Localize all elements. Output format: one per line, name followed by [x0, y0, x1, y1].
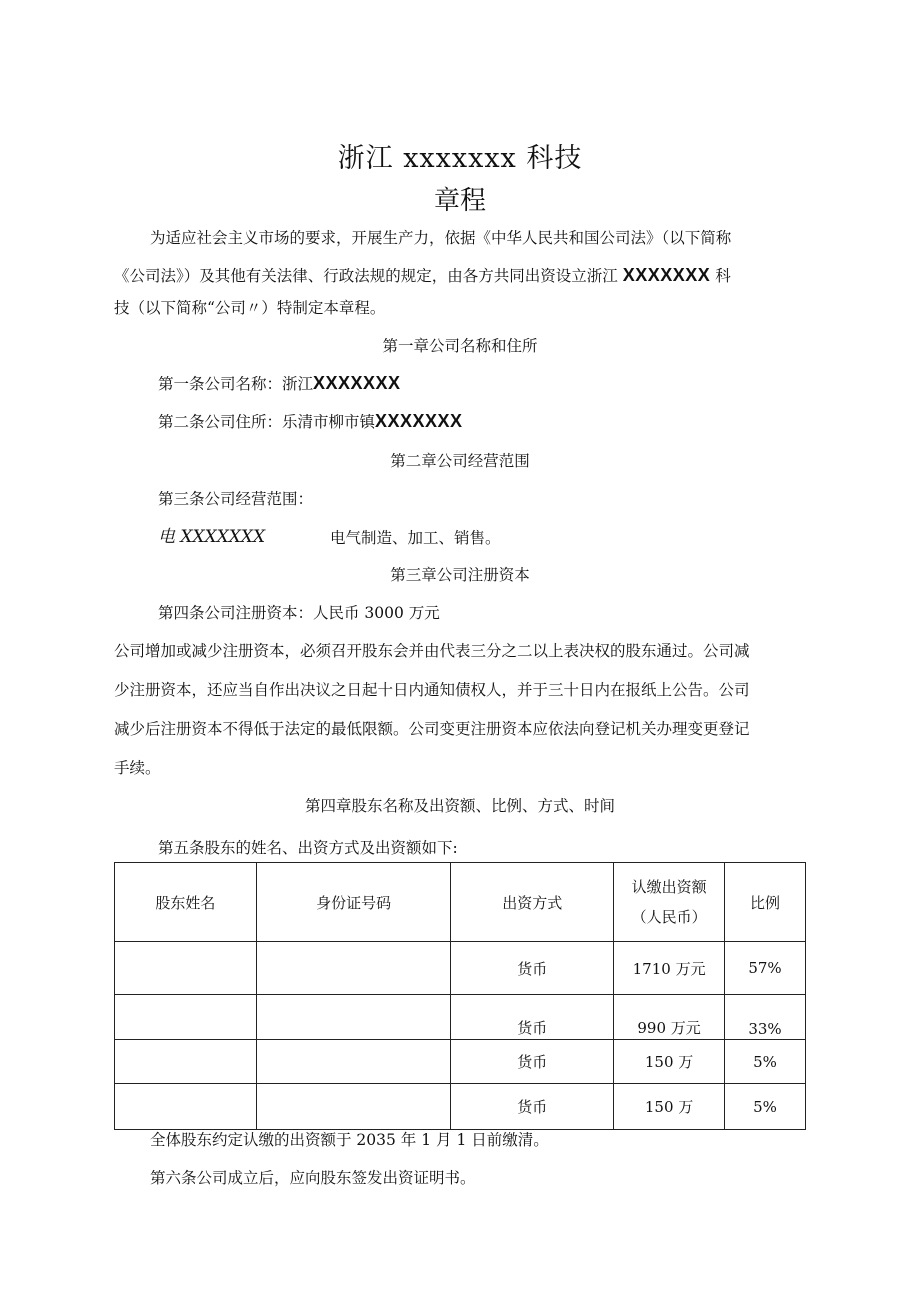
row4-id — [256, 1084, 451, 1130]
capital-para-line-3: 减少后注册资本不得低于法定的最低限额。公司变更注册资本应依法向登记机关办理变更登记 — [114, 720, 750, 738]
header-method: 出资方式 — [451, 863, 614, 942]
row1-name — [115, 942, 257, 995]
table-row — [115, 1040, 806, 1084]
header-amount — [614, 863, 725, 942]
table-row — [115, 995, 806, 1040]
table-row — [115, 1084, 806, 1130]
row3-ratio: 5% — [725, 1040, 806, 1084]
table-header-row — [115, 863, 806, 942]
article-4: 第四条公司注册资本：人民币 3000 万元 — [158, 604, 440, 622]
row2-id — [256, 995, 451, 1040]
row1-method: 货币 — [451, 942, 614, 995]
capital-para-line-2: 少注册资本，还应当自作出决议之日起十日内通知债权人，并于三十日内在报纸上公告。公司 — [114, 681, 750, 699]
header-amount-line2: （人民币） — [631, 908, 707, 926]
article-1-label: 第一条公司名称：浙江 — [158, 375, 314, 393]
row4-name — [115, 1084, 257, 1130]
row4-method: 货币 — [451, 1084, 614, 1130]
chapter-2-heading: 第二章公司经营范围 — [390, 452, 530, 470]
scope-company-name: 电 XXXXXXX — [158, 527, 266, 547]
header-name: 股东姓名 — [115, 863, 257, 942]
article-6: 第六条公司成立后，应向股东签发出资证明书。 — [150, 1169, 476, 1187]
row4-ratio: 5% — [725, 1084, 806, 1130]
chapter-1-heading: 第一章公司名称和住所 — [382, 337, 538, 355]
row3-amount: 150 万 — [614, 1040, 725, 1084]
row3-name — [115, 1040, 257, 1084]
capital-para-line-4: 手续。 — [114, 759, 161, 777]
row3-id — [256, 1040, 451, 1084]
header-amount-line1: 认缴出资额 — [631, 878, 707, 896]
article-2-label: 第二条公司住所：乐清市柳市镇 — [158, 413, 376, 431]
row1-ratio: 57% — [725, 942, 806, 995]
document-title: 浙江 xxxxxxx 科技 — [337, 143, 583, 174]
intro-line-3: 技（以下简称“公司〃）特制定本章程。 — [114, 299, 386, 317]
article-5: 第五条股东的姓名、出资方式及出资额如下: — [158, 839, 458, 857]
intro-line-1: 为适应社会主义市场的要求，开展生产力，依据《中华人民共和国公司法》（以下简称 — [150, 229, 732, 247]
row1-id — [256, 942, 451, 995]
row2-method: 货币 — [451, 995, 614, 1040]
table-row — [115, 942, 806, 995]
intro-line-2-end: 科 — [715, 267, 731, 285]
article-3: 第三条公司经营范围： — [158, 490, 314, 508]
intro-company-placeholder: XXXXXXX — [622, 265, 711, 285]
article-1 — [158, 373, 401, 394]
company-name-value: XXXXXXX — [313, 373, 401, 393]
header-ratio: 比例 — [725, 863, 806, 942]
capital-para-line-1: 公司增加或减少注册资本，必须召开股东会并由代表三分之二以上表决权的股东通过。公司减 — [114, 642, 750, 660]
payment-deadline: 全体股东约定认缴的出资额于 2035 年 1 月 1 日前缴清。 — [150, 1131, 549, 1149]
row2-ratio: 33% — [725, 995, 806, 1040]
shareholder-table — [114, 862, 806, 1130]
scope-description: 电气制造、加工、销售。 — [330, 529, 501, 547]
row2-name — [115, 995, 257, 1040]
intro-line-2 — [114, 265, 731, 286]
document-subtitle: 章程 — [433, 186, 486, 216]
chapter-4-heading: 第四章股东名称及出资额、比例、方式、时间 — [304, 797, 615, 815]
company-address-value: XXXXXXX — [375, 411, 463, 431]
article-2 — [158, 411, 463, 432]
row2-amount: 990 万元 — [614, 995, 725, 1040]
intro-line-2-text: 《公司法》）及其他有关法律、行政法规的规定，由各方共同出资设立浙江 — [114, 267, 618, 285]
row1-amount: 1710 万元 — [614, 942, 725, 995]
row3-method: 货币 — [451, 1040, 614, 1084]
header-id: 身份证号码 — [256, 863, 451, 942]
row4-amount: 150 万 — [614, 1084, 725, 1130]
chapter-3-heading: 第三章公司注册资本 — [390, 566, 530, 584]
